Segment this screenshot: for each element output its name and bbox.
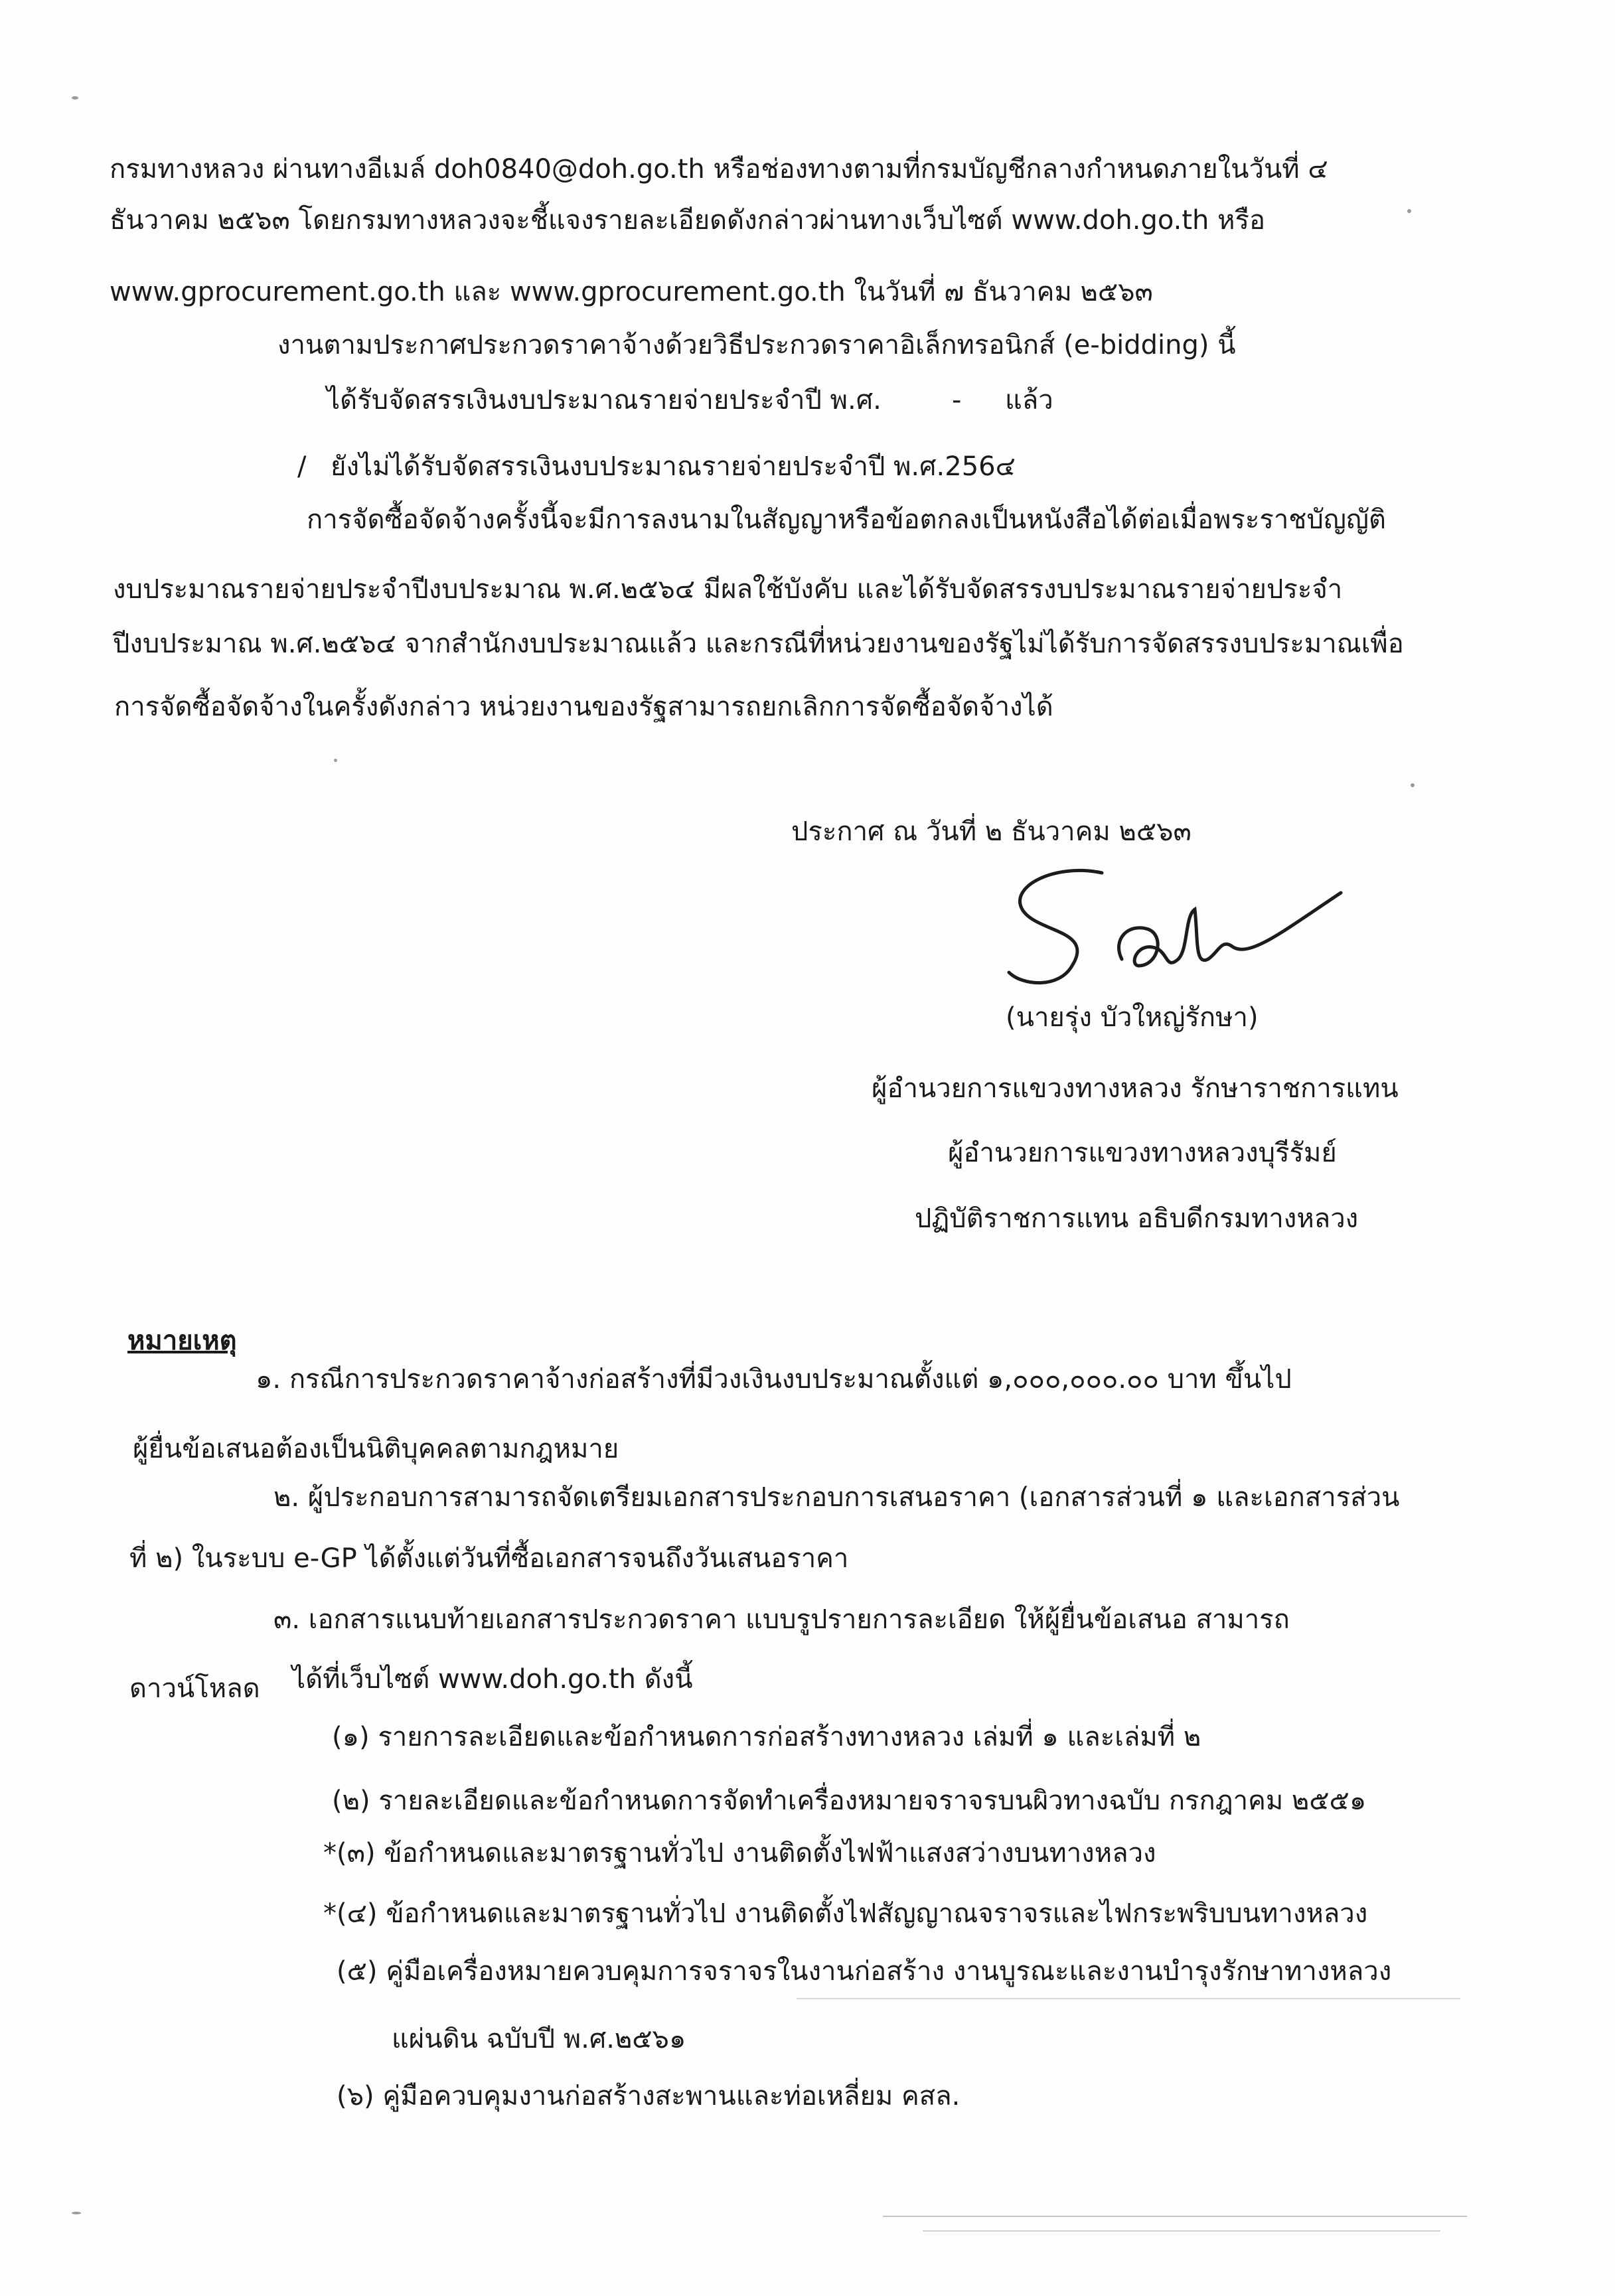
budget-option-allocated-suffix: แล้ว: [1005, 385, 1053, 416]
budget-intro: งานตามประกาศประกวดราคาจ้างด้วยวิธีประกวดราคาอิเล็กทรอนิกส์ (e-bidding) นี้: [277, 330, 1236, 360]
download-item-5-cont: แผ่นดิน ฉบับปี พ.ศ.๒๕๖๑: [392, 2024, 686, 2054]
intro-line-2: ธันวาคม ๒๕๖๓ โดยกรมทางหลวงจะชี้แจงรายละเอียดดังกล่าวผ่านทางเว็บไซต์ www.doh.go.th หรือ: [110, 205, 1265, 236]
download-item-3: *(๓) ข้อกำหนดและมาตรฐานทั่วไป งานติดตั้งไฟฟ้าแสงสว่างบนทางหลวง: [323, 1838, 1156, 1869]
note-3-line-1: ๓. เอกสารแนบท้ายเอกสารประกวดราคา แบบรูปรายการละเอียด ให้ผู้ยื่นข้อเสนอ สามารถ: [273, 1604, 1290, 1635]
budget-condition-line-3: ปีงบประมาณ พ.ศ.๒๕๖๔ จากสำนักงบประมาณแล้ว และกรณีที่หน่วยงานของรัฐไม่ได้รับการจัดสรรงบประมาณเพื่อ: [113, 629, 1404, 659]
scan-speck: [1411, 783, 1415, 787]
budget-condition-line-2: งบประมาณรายจ่ายประจำปีงบประมาณ พ.ศ.๒๕๖๔ มีผลใช้บังคับ และได้รับจัดสรรงบประมาณรายจ่ายประจำ: [113, 574, 1343, 605]
download-item-5: (๕) คู่มือเครื่องหมายควบคุมการจราจรในงานก่อสร้าง งานบูรณะและงานบำรุงรักษาทางหลวง: [337, 1956, 1392, 1987]
signatory-position-3: ปฏิบัติราชการแทน อธิบดีกรมทางหลวง: [915, 1203, 1359, 1234]
signatory-name: (นายรุ่ง บัวใหญ่รักษา): [1006, 1002, 1259, 1033]
note-2-line-1: ๒. ผู้ประกอบการสามารถจัดเตรียมเอกสารประกอบการเสนอราคา (เอกสารส่วนที่ ๑ และเอกสารส่วน: [273, 1482, 1400, 1513]
scan-noise-line: [923, 2230, 1440, 2232]
note-2-line-2: ที่ ๒) ในระบบ e-GP ได้ตั้งแต่วันที่ซื้อเอกสารจนถึงวันเสนอราคา: [129, 1543, 849, 1574]
signatory-position-1: ผู้อำนวยการแขวงทางหลวง รักษาราชการแทน: [872, 1073, 1399, 1104]
intro-line-1: กรมทางหลวง ผ่านทางอีเมล์ doh0840@doh.go.th หรือช่องทางตามที่กรมบัญชีกลางกำหนดภายในวันที่ ๔: [110, 154, 1328, 185]
intro-line-3: www.gprocurement.go.th และ www.gprocurement.go.th ในวันที่ ๗ ธันวาคม ๒๕๖๓: [110, 277, 1153, 307]
budget-option-not-allocated: ยังไม่ได้รับจัดสรรเงินงบประมาณรายจ่ายประจำปี พ.ศ.256๔: [331, 451, 1016, 482]
budget-option-allocated: ได้รับจัดสรรเงินงบประมาณรายจ่ายประจำปี พ.ศ.: [327, 385, 882, 416]
announcement-date: ประกาศ ณ วันที่ ๒ ธันวาคม ๒๕๖๓: [791, 816, 1192, 847]
budget-option-allocated-dash: -: [952, 385, 962, 416]
scan-crease: [797, 1998, 1460, 1999]
scan-speck: [72, 2212, 81, 2214]
note-3-line-2-b: ได้ที่เว็บไซต์ www.doh.go.th ดังนี้: [292, 1664, 693, 1695]
signatory-position-2: ผู้อำนวยการแขวงทางหลวงบุรีรัมย์: [948, 1138, 1337, 1168]
note-1-line-1: ๑. กรณีการประกวดราคาจ้างก่อสร้างที่มีวงเงินงบประมาณตั้งแต่ ๑,๐๐๐,๐๐๐.๐๐ บาท ขึ้นไป: [256, 1364, 1292, 1395]
note-3-line-2-a: ดาวน์โหลด: [129, 1673, 260, 1704]
scan-speck: [72, 96, 78, 100]
download-item-6: (๖) คู่มือควบคุมงานก่อสร้างสะพานและท่อเหลี่ยม คสล.: [337, 2081, 961, 2111]
scan-speck: [1407, 209, 1411, 213]
notes-heading: หมายเหตุ: [127, 1326, 237, 1356]
budget-checkmark: /: [297, 451, 307, 482]
download-item-2: (๒) รายละเอียดและข้อกำหนดการจัดทำเครื่องหมายจราจรบนผิวทางฉบับ กรกฎาคม ๒๕๕๑: [332, 1786, 1367, 1816]
download-item-4: *(๔) ข้อกำหนดและมาตรฐานทั่วไป งานติดตั้งไฟสัญญาณจราจรและไฟกระพริบบนทางหลวง: [323, 1898, 1368, 1929]
budget-condition-line-4: การจัดซื้อจัดจ้างในครั้งดังกล่าว หน่วยงานของรัฐสามารถยกเลิกการจัดซื้อจัดจ้างได้: [114, 692, 1053, 722]
budget-condition-line-1: การจัดซื้อจัดจ้างครั้งนี้จะมีการลงนามในสัญญาหรือข้อตกลงเป็นหนังสือได้ต่อเมื่อพระราชบัญญัติ: [307, 504, 1386, 535]
download-item-1: (๑) รายการละเอียดและข้อกำหนดการก่อสร้างทางหลวง เล่มที่ ๑ และเล่มที่ ๒: [332, 1722, 1201, 1752]
scan-noise-line: [883, 2216, 1467, 2217]
scan-speck: [334, 759, 337, 762]
note-1-line-2: ผู้ยื่นข้อเสนอต้องเป็นนิติบุคคลตามกฎหมาย: [133, 1434, 619, 1464]
signature: [996, 860, 1354, 1006]
